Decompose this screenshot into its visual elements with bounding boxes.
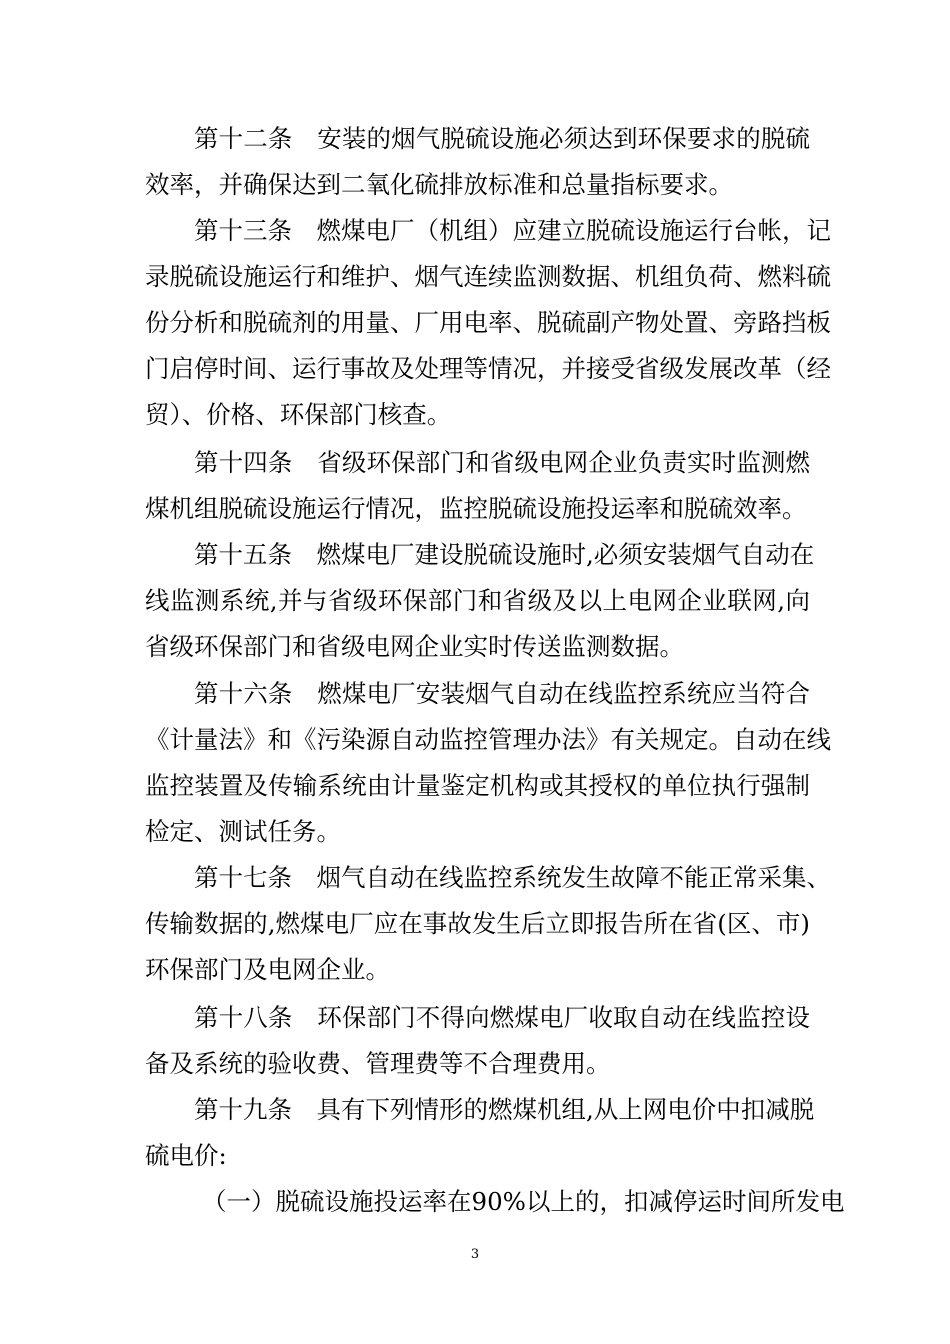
text-line: 煤机组脱硫设施运行情况，监控脱硫设施投运率和脱硫效率。 — [145, 494, 807, 523]
text-line: 线监测系统,并与省级环保部门和省级及以上电网企业联网,向 — [145, 586, 810, 615]
text-line: 第十九条 具有下列情形的燃煤机组,从上网电价中扣减脱 — [194, 1095, 815, 1124]
text-line: 份分析和脱硫剂的用量、厂用电率、脱硫副产物处置、旁路挡板 — [145, 308, 831, 337]
text-line: 贸）、价格、环保部门核查。 — [145, 400, 452, 429]
text-line: 《计量法》和《污染源自动监控管理办法》有关规定。自动在线 — [145, 725, 831, 754]
text-line: 第十六条 燃煤电厂安装烟气自动在线监控系统应当符合 — [194, 679, 810, 708]
text-line: 第十五条 燃煤电厂建设脱硫设施时,必须安装烟气自动在 — [194, 540, 815, 569]
text-line: 第十四条 省级环保部门和省级电网企业负责实时监测燃 — [194, 448, 810, 477]
text-line: 效率，并确保达到二氧化硫排放标准和总量指标要求。 — [145, 170, 733, 199]
text-line: 省级环保部门和省级电网企业实时传送监测数据。 — [145, 632, 684, 661]
text-line: 门启停时间、运行事故及处理等情况，并接受省级发展改革（经 — [145, 354, 831, 383]
text-line: 传输数据的,燃煤电厂应在事故发生后立即报告所在省(区、市) — [145, 909, 810, 938]
page-number: 3 — [470, 1247, 480, 1262]
text-line: 环保部门及电网企业。 — [145, 955, 390, 984]
text-line: 第十八条 环保部门不得向燃煤电厂收取自动在线监控设 — [194, 1003, 810, 1032]
text-line: 第十二条 安装的烟气脱硫设施必须达到环保要求的脱硫 — [194, 124, 810, 153]
text-line: 录脱硫设施运行和维护、烟气连续监测数据、机组负荷、燃料硫 — [145, 262, 831, 291]
text-line: 检定、测试任务。 — [145, 817, 341, 846]
text-line: 监控装置及传输系统由计量鉴定机构或其授权的单位执行强制 — [145, 771, 810, 800]
text-line: 第十七条 烟气自动在线监控系统发生故障不能正常采集、 — [194, 863, 831, 892]
text-line: 第十三条 燃煤电厂（机组）应建立脱硫设施运行台帐，记 — [194, 216, 831, 245]
text-line: （一）脱硫设施投运率在90%以上的，扣减停运时间所发电 — [202, 1187, 845, 1216]
text-line: 硫电价: — [145, 1141, 227, 1170]
text-line: 备及系统的验收费、管理费等不合理费用。 — [145, 1049, 611, 1078]
